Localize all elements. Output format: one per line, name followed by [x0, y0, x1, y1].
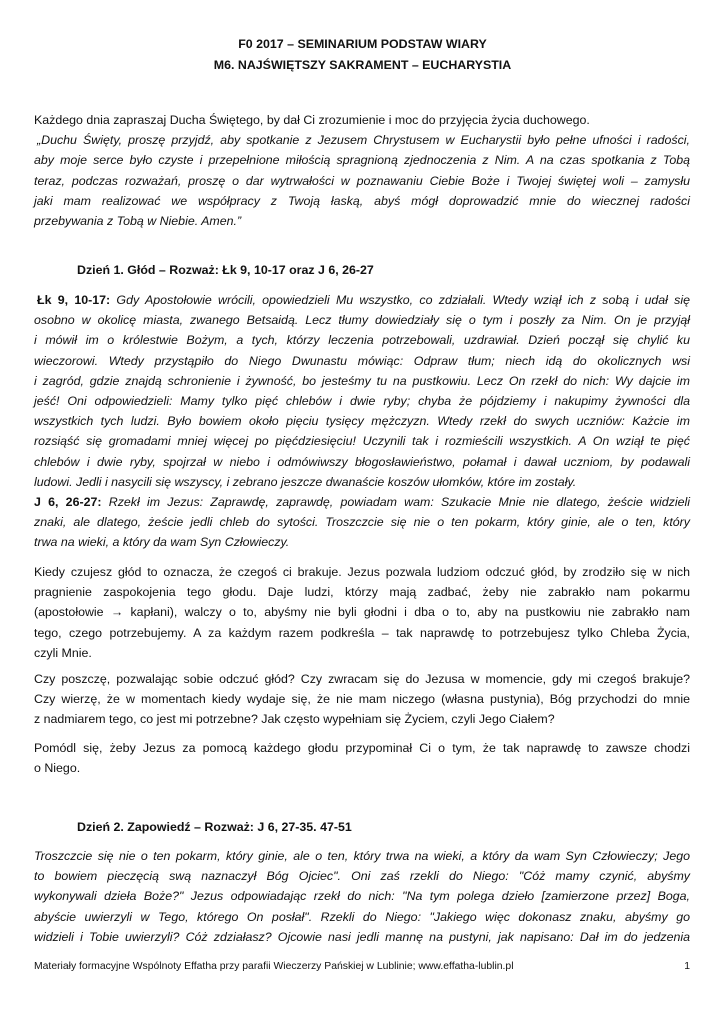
- document-title-line1: F0 2017 – SEMINARIUM PODSTAW WIARY: [238, 37, 487, 51]
- scripture-line: wykonywali dzieła Boże?" Jezus odpowiadając rzekł do nich: "Na tym polega dzieło [zamierzone przez] Boga,: [34, 889, 690, 904]
- scripture-ref-lk: Łk 9, 10-17:: [37, 293, 111, 307]
- paragraph-line: o Niego.: [34, 761, 81, 776]
- day2-scripture: [34, 846, 690, 947]
- day1-paragraph-1: [34, 562, 690, 663]
- intro-line: Każdego dnia zapraszaj Ducha Świętego, by dał Ci zrozumienie i moc do przyjęcia życia duchowego.: [34, 113, 590, 127]
- scripture-line: [34, 290, 690, 310]
- paragraph-line: z nadmiarem tego, co jest mi potrzebne? Jak często wypełniam się Życiem, czyli Jego Ciałem?: [34, 712, 555, 727]
- scripture-line: znaki, ale dlatego, żeście jedli chleb do sytości. Troszczcie się nie o ten pokarm, który ginie, ale o ten, który: [34, 515, 690, 530]
- scripture-line: osobno w okolicę miasta, zwanego Betsaidą. Lecz tłumy dowiedziały się o tym i poszły za Nim. On je przyjął: [34, 313, 690, 328]
- paragraph-line: Czy wierzę, że w momentach kiedy wydaje się, że nie mam niczego (własna pustynia), Bóg przychodzi do mnie: [34, 692, 690, 707]
- scripture-line: chlebów i dwie ryby, spojrzał w niebo i odmówiwszy błogosławieństwo, połamał i dawał uczniom, by podawali: [34, 454, 690, 469]
- scripture-line: to bowiem pieczęcią swą naznaczył Bóg Ojciec". Oni zaś rzekli do Niego: "Cóż mamy czynić, abyśmy: [34, 869, 690, 884]
- scripture-line: wieczorowi. Wtedy przystąpiło do Niego Dwunastu mówiąc: Odpraw tłum; niech idą do okolicznych wsi: [34, 353, 690, 368]
- scripture-line: jeść! Oni odpowiedzieli: Mamy tylko pięć chlebów i dwie ryby; chyba że pójdziemy i nakupimy żywności dla: [34, 393, 690, 408]
- page-footer: [34, 961, 690, 972]
- day1-paragraph-2: [34, 669, 690, 730]
- scripture-line: widzieli i Tobie uwierzyli? Cóż zdziałasz? Ojcowie nasi jedli mannę na pustyni, jak napisano: Dał im do jedzenia: [34, 929, 690, 944]
- scripture-line: i mówił im o królestwie Bożym, a tych, którzy leczenia potrzebowali, uzdrawiał. Dzień począł się chylić ku: [34, 333, 690, 348]
- prayer-line: „Duchu Święty, proszę przyjdź, aby spotkanie z Jezusem Chrystusem w Eucharystii było pełne ufności i radości,: [37, 133, 690, 148]
- paragraph-line: Pomódl się, żeby Jezus za pomocą każdego głodu przypominał Ci o tym, że tak naprawdę to zawsze chodzi: [34, 741, 690, 755]
- paragraph-line: (apostołowie → kapłani), walczy o to, abyśmy nie byli głodni i dba o to, aby na pustkowiu nie zabrakło nam: [34, 605, 690, 620]
- scripture-line: rozsiąść się gromadami mniej więcej po pięćdziesięciu! Uczynili tak i rozmieścili wszystkich. A On wziął te pięć: [34, 434, 690, 449]
- intro-section: [34, 110, 690, 231]
- scripture-line: i zagród, gdzie znajdą schronienie i żywność, bo jesteśmy tu na pustkowiu. Lecz On rzekł do nich: Wy dajcie im: [34, 373, 690, 388]
- scripture-line: abyście uwierzyli w Tego, którego On posłał". Rzekli do Niego: "Jakiego więc dokonasz znaku, abyśmy go: [34, 909, 690, 924]
- footer-text: Materiały formacyjne Wspólnoty Effatha przy parafii Wieczerzy Pańskiej w Lublinie; www.effatha-lublin.pl: [34, 961, 514, 972]
- paragraph-line: pragnienie zaspokojenia tego głodu. Daje ludzi, którzy mają zadbać, żeby nie zabrakło nam pokarmu: [34, 585, 690, 600]
- day1-paragraph-3: [34, 738, 690, 778]
- day1-heading: Dzień 1. Głód – Rozważ: Łk 9, 10-17 oraz J 6, 26-27: [77, 263, 374, 277]
- document-title-line2: M6. NAJŚWIĘTSZY SAKRAMENT – EUCHARYSTIA: [213, 58, 512, 72]
- scripture-line: Troszczcie się nie o ten pokarm, który ginie, ale o ten, który trwa na wieki, a który da wam Syn Człowieczy; Jego: [34, 849, 690, 863]
- scripture-text: Rzekł im Jezus: Zaprawdę, zaprawdę, powiadam wam: Szukacie Mnie nie dlatego, żeście widzieli: [101, 494, 690, 509]
- paragraph-line: Kiedy czujesz głód to oznacza, że czegoś ci brakuje. Jezus pozwala ludziom odczuć głód, by zrodziło się w nich: [34, 565, 690, 579]
- scripture-line: [34, 492, 690, 512]
- scripture-line: wszystkich tych ludzi. Było bowiem około pięciu tysięcy mężczyzn. Wtedy rzekł do swych uczniów: Każcie im: [34, 414, 690, 429]
- scripture-ref-j: J 6, 26-27:: [34, 494, 102, 509]
- scripture-line: trwa na wieki, a który da wam Syn Człowieczy.: [34, 535, 290, 550]
- day2-heading: Dzień 2. Zapowiedź – Rozważ: J 6, 27-35. 47-51: [77, 820, 352, 834]
- prayer-line: aby moje serce było czyste i przepełnione miłością spragnioną zjednoczenia z Nim. A na czas spotkania z Tobą: [34, 153, 690, 168]
- prayer-line: teraz, podczas rozważań, proszę o dar wytrwałości w poznawaniu Ciebie Boże i Twojej świętej woli – zamysłu: [34, 173, 690, 188]
- prayer-line: przebywania z Tobą w Niebie. Amen.”: [34, 213, 242, 228]
- paragraph-line: tego, czego potrzebujemy. A za każdym razem podkreśla – tak naprawdę to potrzebujesz tylko Chleba Życia,: [34, 625, 690, 640]
- prayer-line: jaki mam realizować we współpracy z Twoją łaską, abyś mógł doprowadzić mnie do wiecznej radości: [34, 193, 690, 208]
- paragraph-line: Czy poszczę, pozwalając sobie odczuć głód? Czy zwracam się do Jezusa w momencie, gdy mi czegoś brakuje?: [34, 672, 690, 686]
- scripture-text: Gdy Apostołowie wrócili, opowiedzieli Mu wszystko, co zdziałali. Wtedy wziął ich z sobą i udał się: [110, 293, 690, 307]
- paragraph-line: czyli Mnie.: [34, 645, 92, 660]
- scripture-line: ludowi. Jedli i nasycili się wszyscy, i zebrano jeszcze dwanaście koszów ułomków, które im zostały.: [34, 474, 577, 489]
- day1-scripture: [34, 290, 690, 552]
- page-number: 1: [684, 961, 690, 972]
